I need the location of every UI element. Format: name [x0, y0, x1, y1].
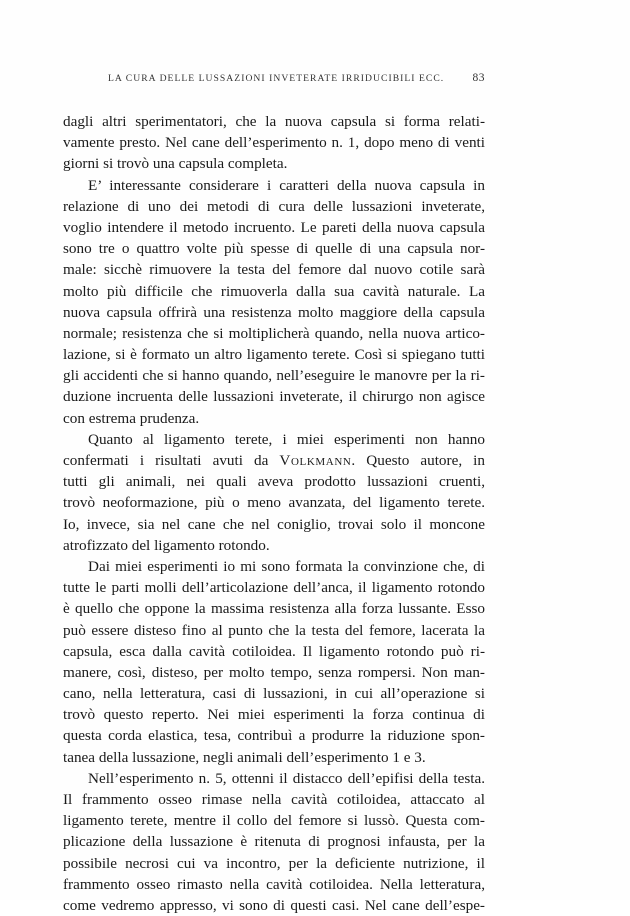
paragraph-5 — [63, 768, 485, 916]
text-line: Io, invece, sia nel cane che nel coniglio, trovai solo il moncone — [63, 515, 485, 533]
text-line: nuova capsula offrirà una resistenza molto maggiore della capsula — [63, 303, 485, 321]
text-line: atrofizzato del ligamento rotondo. — [63, 536, 270, 554]
text-line: tanea della lussazione, negli animali dell’esperimento 1 e 3. — [63, 748, 426, 766]
text-line: capsula, esca dalla cavità cotiloidea. Il ligamento rotondo può ri- — [63, 642, 485, 660]
text-fragment: . Questo autore, in — [351, 452, 485, 469]
text-line: trovò neoformazione, più o meno avanzata, del ligamento terete. — [63, 494, 485, 512]
text-line: Dai miei esperimenti io mi sono formata la convinzione che, di — [88, 557, 485, 575]
text-line: è quello che oppone la massima resistenza alla forza lussante. Esso — [63, 600, 485, 618]
paragraph-4 — [63, 556, 485, 768]
text-line: tutti gli animali, nei quali aveva prodotto lussazioni cruenti, — [63, 473, 485, 491]
text-line: come vedremo appresso, vi sono di questi casi. Nel cane dell’espe- — [63, 896, 485, 914]
text-line: frammento osseo rimasto nella cavità cotiloidea. Nella letteratura, — [63, 875, 485, 893]
text-line: male: sicchè rimuovere la testa del femore dal nuovo cotile sarà — [63, 261, 485, 279]
paragraph-2 — [63, 175, 485, 429]
page-number: 83 — [472, 72, 485, 84]
text-line: possibile necrosi cui va incontro, per la deficiente nutrizione, il — [63, 854, 485, 872]
text-line: questa corda elastica, tesa, contribuì a produrre la riduzione spon- — [63, 727, 485, 745]
text-line: lazione, si è formato un altro ligamento terete. Così si spiegano tutti — [63, 346, 485, 364]
text-line: plicazione della lussazione è ritenuta di prognosi infausta, per la — [63, 833, 485, 851]
running-title: LA CURA DELLE LUSSAZIONI INVETERATE IRRIDUCIBILI ECC. — [108, 73, 445, 84]
running-header — [108, 73, 485, 89]
paragraph-1 — [63, 111, 485, 175]
text-line: trovò questo reperto. Nei miei esperimenti la forza continua di — [63, 706, 485, 724]
text-line: Nell’esperimento n. 5, ottenni il distacco dell’epifisi della testa. — [88, 769, 485, 787]
text-line: relazione di uno dei metodi di cura delle lussazioni inveterate, — [63, 197, 485, 215]
text-line: può essere disteso fino al punto che la testa del femore, lacerata la — [63, 621, 485, 639]
text-line — [63, 450, 485, 471]
text-line: molto più difficile che rimuoverla dalla sua cavità naturale. La — [63, 282, 485, 300]
text-line: vamente presto. Nel cane dell’esperimento n. 1, dopo meno di venti — [63, 134, 485, 152]
paragraph-3 — [63, 429, 485, 556]
text-line: sono tre o quattro volte più spesse di quelle di una capsula nor- — [63, 240, 485, 258]
text-line: ligamento terete, mentre il collo del femore si lussò. Questa com- — [63, 812, 485, 830]
text-line: voglio intendere il metodo incruento. Le pareti della nuova capsula — [63, 218, 485, 236]
text-line: con estrema prudenza. — [63, 409, 200, 427]
text-line: giorni si trovò una capsula completa. — [63, 155, 288, 173]
text-line: tutte le parti molli dell’articolazione dell’anca, il ligamento rotondo — [63, 579, 485, 597]
text-line: gli accidenti che si hanno quando, nell’eseguire le manovre per la ri- — [63, 367, 485, 385]
body-text — [63, 111, 485, 916]
author-name: Volkmann — [279, 452, 352, 469]
text-line: manere, così, disteso, per molto tempo, senza rompersi. Non man- — [63, 663, 485, 681]
text-fragment: confermati i risultati avuti da — [63, 452, 280, 469]
text-line: dagli altri sperimentatori, che la nuova capsula si forma relati- — [63, 113, 485, 130]
text-line: normale; resistenza che si moltiplicherà quando, nella nuova artico- — [63, 324, 485, 342]
text-line: Quanto al ligamento terete, i miei esperimenti non hanno — [88, 430, 485, 448]
text-line: Il frammento osseo rimase nella cavità cotiloidea, attaccato al — [63, 791, 485, 808]
text-line: cano, nella letteratura, casi di lussazioni, in cui all’operazione si — [63, 685, 485, 703]
text-line: duzione incruenta delle lussazioni inveterate, il chirurgo non agisce — [63, 388, 485, 406]
text-line: E’ interessante considerare i caratteri della nuova capsula in — [88, 176, 485, 194]
